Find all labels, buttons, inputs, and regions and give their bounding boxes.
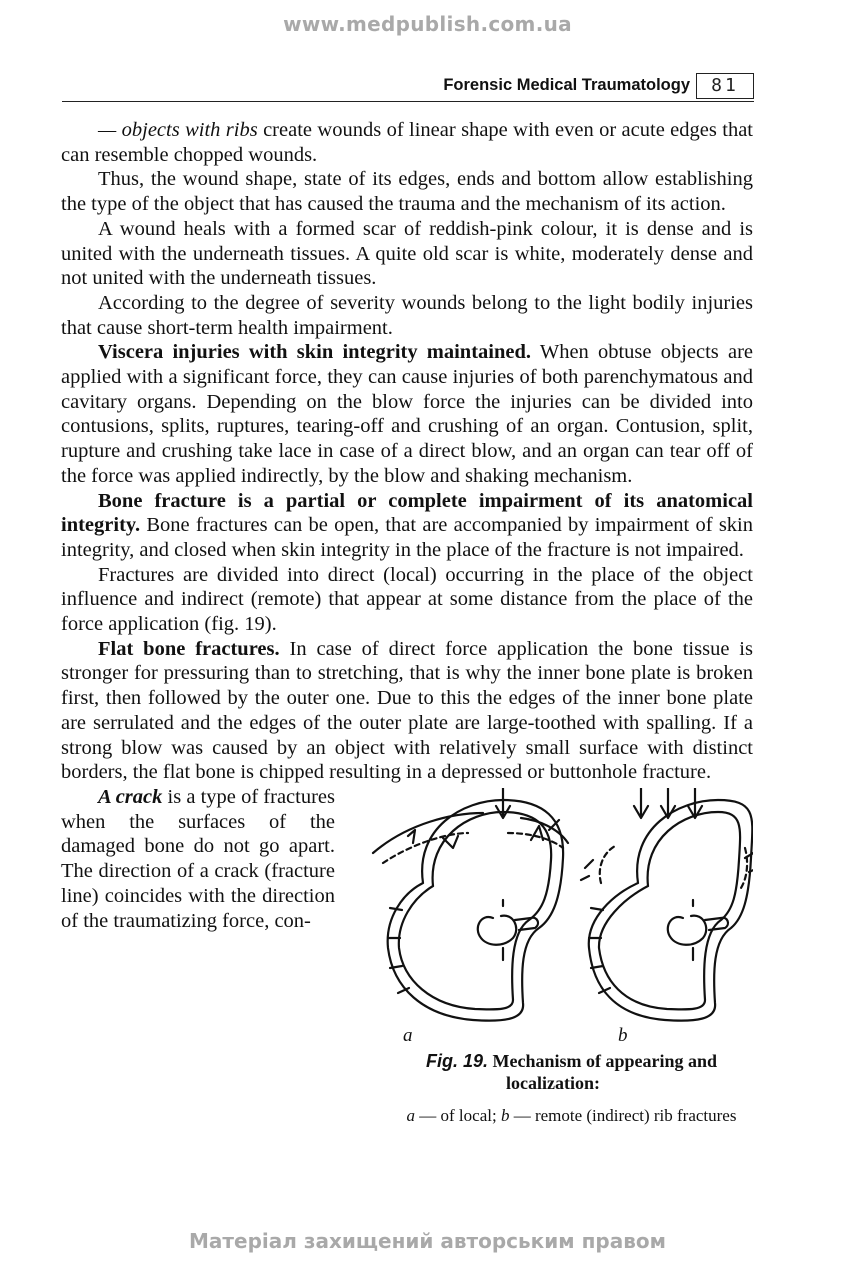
paragraph-1 xyxy=(61,118,753,167)
paragraph-7: Fractures are divided into direct (local) occurring in the place of the object influence and indirect (remote) that appear at some distance from the place of the force application (fig. 19). xyxy=(61,563,753,636)
fracture-lines-a xyxy=(408,820,559,848)
paragraph-3: A wound heals with a formed scar of reddish-pink colour, it is dense and is united with the underneath tissues. A quite old scar is white, moderately dense and not united with the underneath tissues. xyxy=(61,217,753,290)
paragraph-8-text: In case of direct force application the bone tissue is stronger for pressuring than to stretching, that is why the inner bone plate is broken first, then followed by the outer one. Due to this the edges of the inner bone plate are serrulated and the edges of the outer plate are large-toothed with spalling. If a strong blow was caused by an object with relatively small surface with distinct borders, the flat bone is chipped resulting in a depressed or buttonhole fracture. xyxy=(61,637,753,784)
figure-19 xyxy=(353,788,753,1136)
page-number: 81 xyxy=(696,73,754,99)
paragraph-5-heading: Viscera injuries with skin integrity maintained. xyxy=(98,341,532,364)
caption-sub-b-text: — remote (indirect) rib fractures xyxy=(509,1105,737,1125)
broken-outer-arc-a xyxy=(383,833,563,863)
thorax-inner-b xyxy=(599,812,740,1009)
spine-b xyxy=(668,900,728,960)
caption-sub-a-letter: a xyxy=(406,1105,416,1125)
paragraph-2: Thus, the wound shape, state of its edges, ends and bottom allow establishing the type of the object that has caused the trauma and the mechanism of its action. xyxy=(61,168,753,216)
paragraph-6 xyxy=(61,489,753,563)
caption-sub-b-letter: b xyxy=(500,1105,510,1125)
force-arrow-b1 xyxy=(634,788,648,818)
figure-caption-title: Mechanism of appearing and localization: xyxy=(487,1050,718,1093)
figure-label-b: b xyxy=(618,1024,628,1046)
figure-label-a: a xyxy=(403,1024,413,1046)
paragraph-4: According to the degree of severity wounds belong to the light bodily injuries that cause short-term health impairment. xyxy=(61,291,753,339)
broken-side-b xyxy=(600,846,747,888)
spine-a xyxy=(478,900,538,960)
figure-caption-subtitle xyxy=(353,1104,753,1129)
paragraph-9-text: is a type of fractures when the surfaces of the damaged bone do not go apart. The direction of a crack (fracture line) coincides with the direction of the traumatizing force, con- xyxy=(61,785,335,932)
paragraph-9-term: A crack xyxy=(98,785,163,808)
paragraph-8-heading: Flat bone fractures. xyxy=(98,637,280,660)
paragraph-6-heading: Bone fracture is a partial or complete impairment of its anatomical integrity. xyxy=(61,489,753,537)
watermark-top: www.medpublish.com.ua xyxy=(283,12,572,36)
rib-fracture-illustration xyxy=(353,788,753,1028)
body-text xyxy=(61,118,753,1136)
paragraph-5 xyxy=(61,340,753,488)
force-arrow-a xyxy=(496,788,510,818)
paragraph-1-text: create wounds of linear shape with even or acute edges that can resemble chopped wounds. xyxy=(61,119,753,166)
paragraph-1-italic: — objects with ribs xyxy=(98,119,258,141)
figure-caption xyxy=(353,1050,753,1094)
thorax-inner-a xyxy=(399,812,551,1009)
watermark-bottom: Матеріал захищений авторським правом xyxy=(189,1229,666,1253)
figure-number: Fig. 19. xyxy=(425,1050,488,1071)
running-header xyxy=(62,71,754,102)
caption-sub-a-text: — of local; xyxy=(415,1105,501,1125)
header-title: Forensic Medical Traumatology xyxy=(443,76,690,94)
paragraph-5-text: When obtuse objects are applied with a significant force, they can cause injuries of both parenchymatous and cavitary organs. Depending on the blow force the injuries can be divided into contusions, splits, ruptures, tearing-off and crushing of an organ. Contusion, split, rupture and crushing take lace in case of a direct blow, and an organ can tear off of the force was applied indirectly, by the blow and shaking mechanism. xyxy=(61,341,753,487)
force-arrow-b2 xyxy=(661,788,675,818)
fracture-lines-b xyxy=(581,852,753,880)
paragraph-6-text: Bone fractures can be open, that are accompanied by impairment of skin integrity, and closed when skin integrity in the place of the fracture is not impaired. xyxy=(61,514,753,561)
